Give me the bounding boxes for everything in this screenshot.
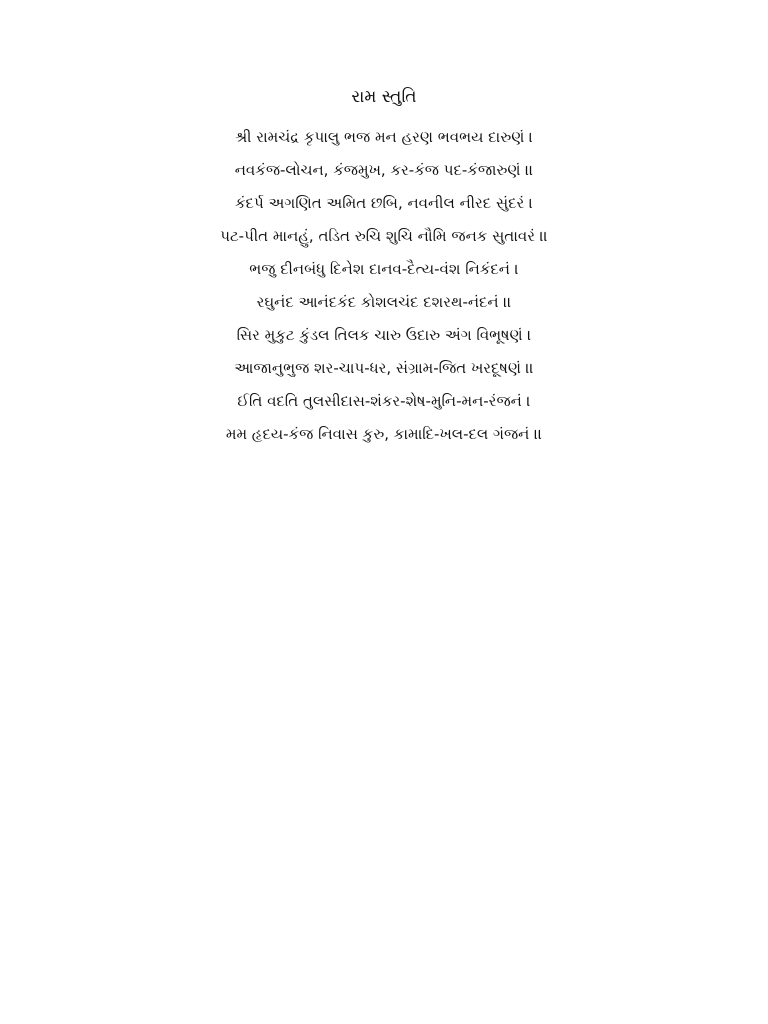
- verse-line: પટ-પીત માનહું, તડિત રુચિ શુચિ નૌમિ જનક સુતાવરં ।।: [220, 227, 548, 245]
- document-title: રામ સ્તુતિ: [351, 87, 417, 107]
- verse-line: આજાનુભુજ શર-ચાપ-ધર, સંગ્રામ-જિત ખરદૂષણં ।।: [234, 359, 534, 377]
- verse-line: મમ હૃદય-કંજ નિવાસ કુરુ, કામાદિ-ખલ-દલ ગંજનં ।।: [225, 425, 543, 443]
- verse-line: કંદર્પ અગણિત અમિત છબિ, નવનીલ નીરદ સુંદરં ।: [234, 194, 534, 212]
- verse-line: નવકંજ-લોચન, કંજમુખ, કર-કંજ પદ-કંજારુણં ।।: [234, 161, 534, 179]
- verse-line: રઘુનંદ આનંદકંદ કોશલચંદ દશરથ-નંદનં ।।: [256, 293, 512, 311]
- verse-line: ભજુ દીનબંધુ દિનેશ દાનવ-દૈત્ય-વંશ નિકંદનં ।: [249, 260, 519, 278]
- verse-line: સિર મુકુટ કુંડલ તિલક ચારુ ઉદારુ અંગ વિભૂષણં ।: [236, 326, 532, 344]
- verse-line: શ્રી રામચંદ્ર કૃપાલુ ભજ મન હરણ ભવભય દારુણં ।: [234, 128, 534, 146]
- verse-line: ઈતિ વદતિ તુલસીદાસ-શંકર-શેષ-મુનિ-મન-રંજનં ।: [237, 392, 531, 410]
- verse-list: [0, 121, 768, 451]
